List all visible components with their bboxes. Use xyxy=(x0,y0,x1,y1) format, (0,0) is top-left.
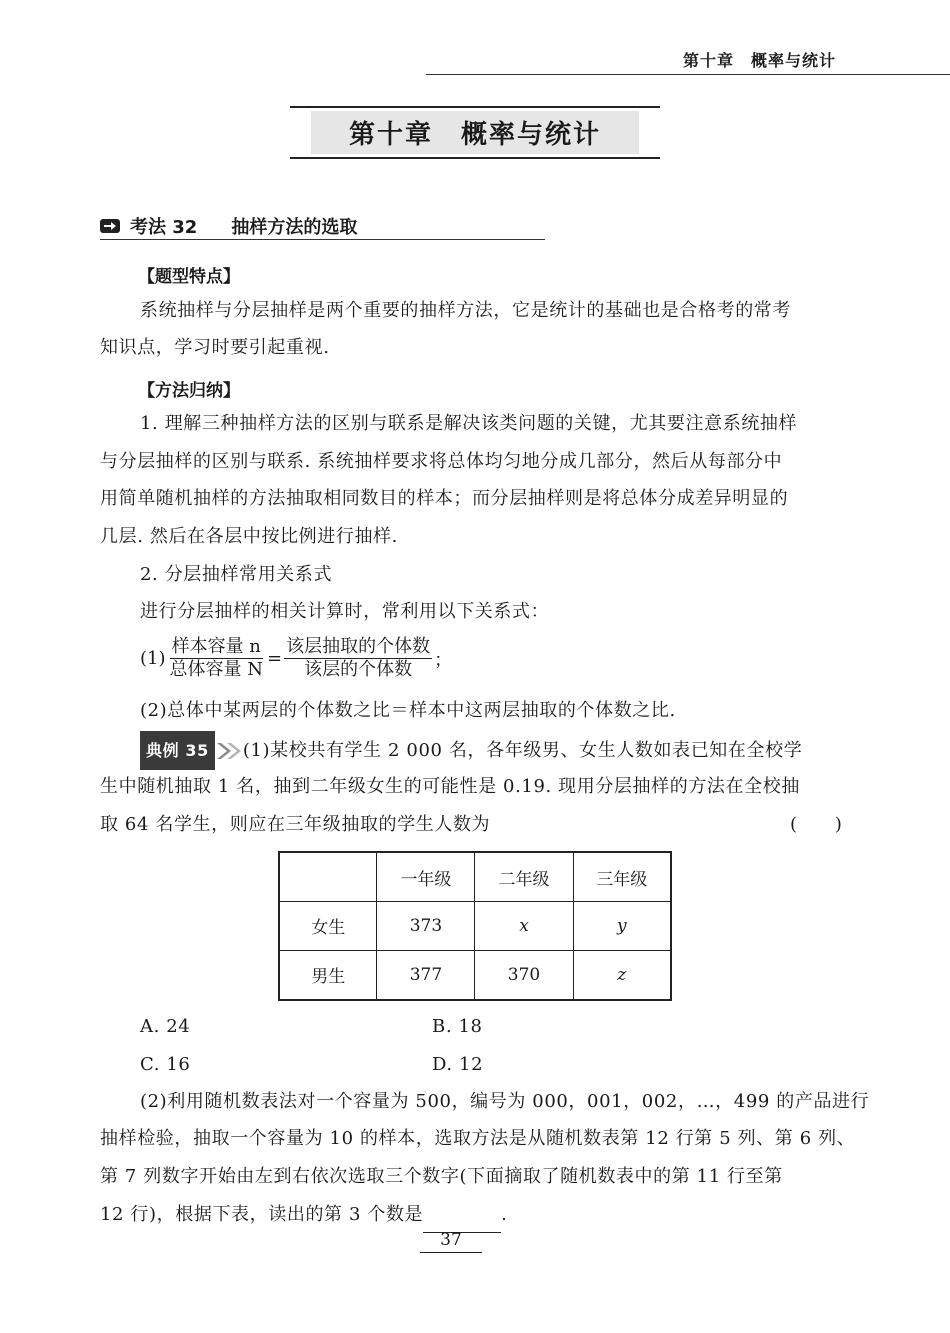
example-q1-line2: 生中随机抽取 1 名，抽到二年级女生的可能性是 0.19. 现用分层抽样的方法在全校抽 xyxy=(100,776,800,797)
table-cell: 377 xyxy=(377,950,475,1000)
table-header-cell xyxy=(279,852,377,902)
methods-p2-intro: 进行分层抽样的相关计算时，常利用以下关系式： xyxy=(140,601,550,622)
option-c: C. 16 xyxy=(140,1054,191,1075)
section-rule xyxy=(100,239,545,240)
option-b: B. 18 xyxy=(432,1016,483,1037)
table-row xyxy=(279,950,671,1000)
arrow-right-icon xyxy=(100,218,120,234)
table-cell: y xyxy=(573,902,671,951)
formula-1 xyxy=(140,636,452,681)
running-head: 第十章 概率与统计 xyxy=(682,51,836,70)
features-text-line2: 知识点，学习时要引起重视. xyxy=(100,337,330,358)
chapter-title: 第十章 概率与统计 xyxy=(311,111,639,154)
example-q2-line4: 12 行)，根据下表，读出的第 3 个数是 xyxy=(100,1204,424,1225)
section-label: 考法 32 xyxy=(130,217,198,238)
formula-1-prefix: (1) xyxy=(140,648,166,669)
section-title: 抽样方法的选取 xyxy=(231,217,358,238)
table-header-cell: 二年级 xyxy=(475,852,573,902)
table-row xyxy=(279,902,671,951)
formula-1-right-den: 该层的个体数 xyxy=(304,659,413,680)
formula-1-left-fraction xyxy=(168,636,265,681)
methods-p2-title: 2. 分层抽样常用关系式 xyxy=(140,564,333,585)
table-cell: 370 xyxy=(475,950,573,1000)
features-heading: 【题型特点】 xyxy=(138,267,240,287)
running-head-rule xyxy=(426,74,950,75)
grade-gender-table xyxy=(278,851,672,1001)
formula-1-right-num: 该层抽取的个体数 xyxy=(286,636,431,657)
answer-bracket: ( ) xyxy=(790,814,843,835)
table-cell: z xyxy=(573,950,671,1000)
methods-p1-line3: 用简单随机抽样的方法抽取相同数目的样本；而分层抽样则是将总体分成差异明显的 xyxy=(100,488,789,509)
example-badge-label: 典例 35 xyxy=(140,731,215,770)
table-header-row xyxy=(279,852,671,902)
table-header-cell: 一年级 xyxy=(377,852,475,902)
formula-1-suffix: ； xyxy=(434,649,453,671)
table-header-cell: 三年级 xyxy=(573,852,671,902)
example-badge xyxy=(140,731,243,770)
formula-1-eq: = xyxy=(266,648,283,669)
table-cell: 男生 xyxy=(279,950,377,1000)
example-q2-end: . xyxy=(501,1204,508,1225)
methods-p1-line2: 与分层抽样的区别与联系. 系统抽样要求将总体均匀地分成几部分，然后从每部分中 xyxy=(100,451,783,472)
example-q2-line2: 抽样检验，抽取一个容量为 10 的样本，选取方法是从随机数表第 12 行第 5 列、第 6 列、 xyxy=(100,1128,856,1149)
section-heading xyxy=(100,213,357,239)
option-a: A. 24 xyxy=(140,1016,191,1037)
example-q2-line3: 第 7 列数字开始由左到右依次选取三个数字(下面摘取了随机数表中的第 11 行至第 xyxy=(100,1166,783,1187)
features-text-line1: 系统抽样与分层抽样是两个重要的抽样方法，它是统计的基础也是合格考的常考 xyxy=(140,300,791,321)
title-rule-top xyxy=(290,106,660,108)
formula-1-right-fraction xyxy=(284,636,432,681)
double-chevron-icon xyxy=(215,741,243,761)
table-cell: 373 xyxy=(377,902,475,951)
table-cell: 女生 xyxy=(279,902,377,951)
methods-heading: 【方法归纳】 xyxy=(138,381,240,401)
example-q1-line1: (1)某校共有学生 2 000 名，各年级男、女生人数如表已知在全校学 xyxy=(242,740,803,761)
example-q2-line4-row xyxy=(100,1196,507,1233)
option-d: D. 12 xyxy=(432,1054,484,1075)
example-q1-line1-row xyxy=(140,731,802,770)
example-q1-line3: 取 64 名学生，则应在三年级抽取的学生人数为 xyxy=(100,814,491,835)
methods-p1-line1: 1. 理解三种抽样方法的区别与联系是解决该类问题的关键，尤其要注意系统抽样 xyxy=(140,413,798,434)
formula-1-left-den: 总体容量 N xyxy=(169,659,263,680)
table-cell: x xyxy=(475,902,573,951)
formula-2: (2)总体中某两层的个体数之比＝样本中这两层抽取的个体数之比. xyxy=(140,700,676,721)
formula-1-left-num: 样本容量 n xyxy=(171,636,261,657)
example-q2-line1: (2)利用随机数表法对一个容量为 500，编号为 000，001，002，…，499 的产品进行 xyxy=(140,1091,870,1112)
methods-p1-line4: 几层. 然后在各层中按比例进行抽样. xyxy=(100,526,398,547)
title-rule-bottom xyxy=(290,157,660,159)
page-number: 37 xyxy=(420,1230,482,1253)
